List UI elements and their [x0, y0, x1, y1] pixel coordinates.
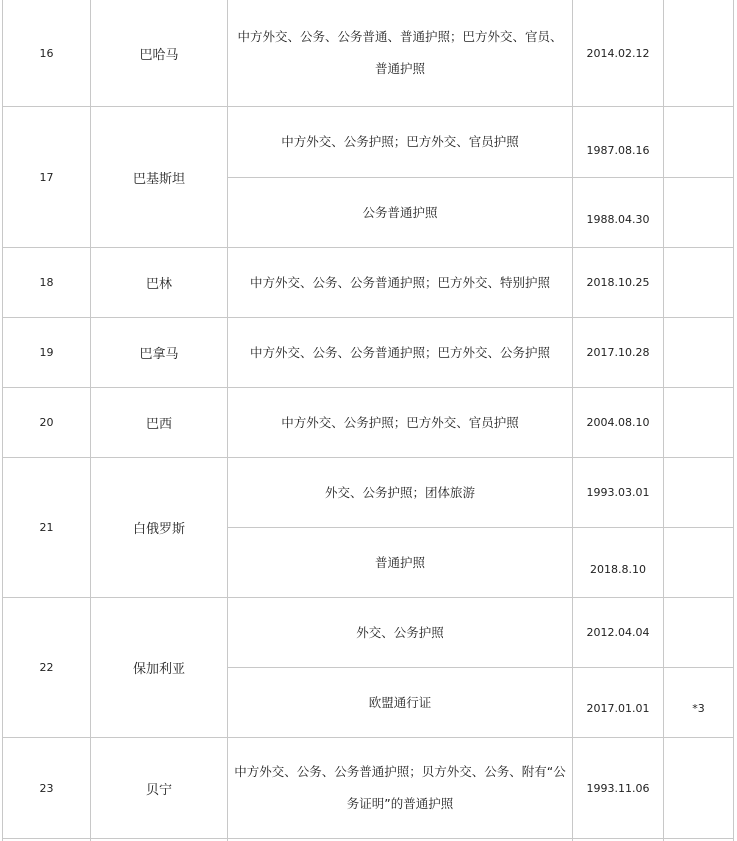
passport-scope: 公务普通护照 [362, 204, 438, 220]
remark: *3 [692, 702, 705, 715]
effective-date: 1993.03.01 [586, 486, 650, 499]
country-name: 巴哈马 [139, 47, 179, 63]
remark [664, 738, 733, 838]
passport-scope: 中方外交、公务护照；巴方外交、官员护照 [281, 134, 519, 149]
passport-scope: 中方外交、公务、公务普通护照；巴方外交、公务护照 [249, 344, 550, 360]
remark [664, 318, 733, 387]
effective-date: 2017.01.01 [586, 702, 650, 715]
passport-scope: 中方外交、公务护照；巴方外交、官员护照 [281, 414, 519, 430]
passport-scope: 中方外交、公务、公务普通、普通护照；巴方外交、官员、普通护照 [237, 29, 563, 76]
effective-date: 2014.02.12 [586, 46, 650, 60]
row-number: 21 [39, 521, 54, 534]
row-number: 18 [39, 276, 54, 289]
passport-scope: 外交、公务护照 [356, 624, 444, 640]
effective-date: 2018.10.25 [586, 276, 650, 289]
row-number: 17 [39, 170, 54, 184]
passport-scope: 普通护照 [374, 554, 425, 570]
passport-scope: 中方外交、公务、公务普通护照；贝方外交、公务、附有“公务证明”的普通护照 [234, 764, 566, 811]
remark [664, 248, 733, 317]
country-name: 巴基斯坦 [132, 171, 185, 187]
remark [664, 0, 733, 106]
passport-scope: 欧盟通行证 [368, 694, 432, 710]
remark [664, 107, 733, 177]
effective-date: 2004.08.10 [586, 416, 650, 429]
remark [664, 178, 733, 247]
effective-date: 1987.08.16 [586, 143, 650, 157]
effective-date: 2012.04.04 [586, 626, 650, 639]
passport-scope: 外交、公务护照；团体旅游 [324, 484, 475, 500]
country-name: 白俄罗斯 [132, 522, 185, 537]
row-number: 16 [39, 46, 54, 60]
row-divider [2, 838, 734, 839]
remark [664, 598, 733, 667]
effective-date: 1993.11.06 [586, 781, 650, 795]
country-name: 贝宁 [145, 782, 172, 798]
remark [664, 388, 733, 457]
country-name: 巴西 [145, 417, 172, 432]
row-number: 22 [39, 661, 54, 674]
table-border-right [733, 0, 734, 841]
remark [664, 458, 733, 527]
effective-date: 2018.8.10 [590, 563, 646, 576]
country-name: 巴林 [145, 277, 172, 292]
row-number: 23 [39, 781, 54, 795]
remark [664, 528, 733, 597]
country-name: 保加利亚 [132, 662, 185, 677]
passport-scope: 中方外交、公务、公务普通护照；巴方外交、特别护照 [249, 274, 550, 290]
effective-date: 1988.04.30 [586, 213, 650, 226]
row-number: 19 [39, 346, 54, 359]
effective-date: 2017.10.28 [586, 346, 650, 359]
country-name: 巴拿马 [139, 347, 179, 362]
row-number: 20 [39, 416, 54, 429]
